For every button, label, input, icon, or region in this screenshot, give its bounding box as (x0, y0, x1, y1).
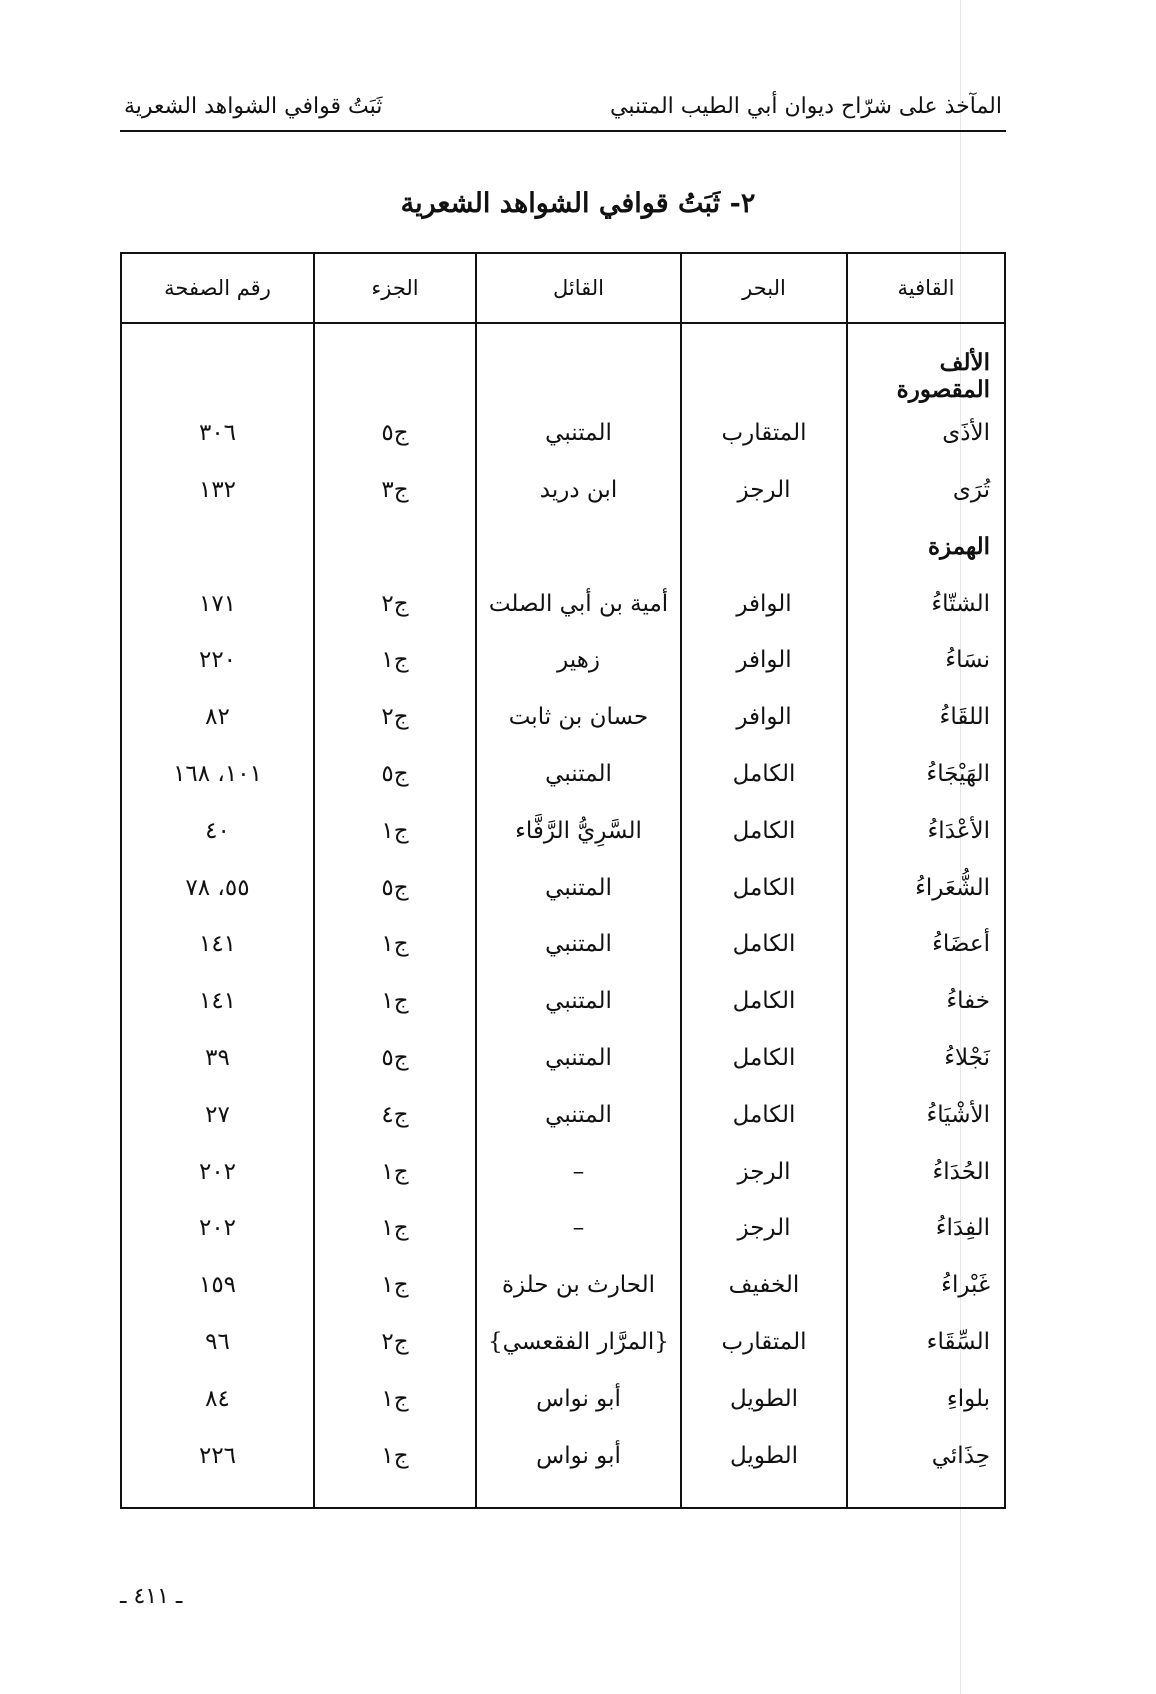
table-body (122, 323, 1004, 1507)
cell-qafia: حِذَائي (847, 1427, 1004, 1484)
cell-juz: ج٥ (314, 405, 476, 462)
cell-qael: – (476, 1200, 681, 1257)
section-heading-alif: الألف المقصورة (847, 348, 1004, 405)
cell-bahr: الرجز (681, 1200, 847, 1257)
cell-bahr: الكامل (681, 802, 847, 859)
section-row-alif (122, 348, 1004, 405)
filler-row (122, 1484, 1004, 1507)
table-row (122, 632, 1004, 689)
cell-bahr: الكامل (681, 1030, 847, 1087)
cell-juz: ج١ (314, 632, 476, 689)
header-bahr: البحر (681, 254, 847, 323)
cell-qafia: خفاءُ (847, 973, 1004, 1030)
cell-page: ٣٠٦ (198, 420, 237, 447)
cell-qafia: الأذَى (847, 405, 1004, 462)
cell-bahr: المتقارب (681, 405, 847, 462)
cell-page: ٤٠ (205, 817, 230, 844)
cell-juz: ج١ (314, 1370, 476, 1427)
cell-bahr: الخفيف (681, 1257, 847, 1314)
cell-juz: ج٢ (314, 1314, 476, 1371)
header-qael: القائل (476, 254, 681, 323)
cell-qafia: الأشْيَاءُ (847, 1086, 1004, 1143)
cell-qael: المتنبي (476, 746, 681, 803)
table-row (122, 916, 1004, 973)
cell-page: ١٤١ (198, 931, 237, 958)
cell-qael: المتنبي (476, 405, 681, 462)
cell-bahr: الكامل (681, 916, 847, 973)
cell-page: ١٣٢ (198, 476, 237, 503)
cell-qael: السَّرِيُّ الرَّفَّاء (476, 802, 681, 859)
cell-bahr: الرجز (681, 462, 847, 519)
cell-juz: ج٥ (314, 859, 476, 916)
cell-juz: ج١ (314, 1200, 476, 1257)
table-row (122, 1086, 1004, 1143)
cell-qafia: الشُّعَراءُ (847, 859, 1004, 916)
table-row (122, 575, 1004, 632)
cell-juz: ج١ (314, 973, 476, 1030)
cell-qael: أمية بن أبي الصلت (476, 575, 681, 632)
header-page: رقم الصفحة (122, 254, 314, 323)
cell-qael: – (476, 1143, 681, 1200)
table-row (122, 1427, 1004, 1484)
section-row-hamza (122, 518, 1004, 575)
cell-juz: ج١ (314, 1427, 476, 1484)
cell-qafia: أعضَاءُ (847, 916, 1004, 973)
cell-bahr: الرجز (681, 1143, 847, 1200)
cell-page: ٢٢٠ (198, 647, 237, 674)
cell-bahr: الكامل (681, 1086, 847, 1143)
cell-qafia: تُرَى (847, 462, 1004, 519)
cell-qael: حسان بن ثابت (476, 689, 681, 746)
cell-page: ٥٥، ٧٨ (185, 874, 250, 901)
table-row (122, 1314, 1004, 1371)
cell-qafia: السِّقَاء (847, 1314, 1004, 1371)
cell-qael: أبو نواس (476, 1370, 681, 1427)
cell-qael: المتنبي (476, 1086, 681, 1143)
cell-qael: المتنبي (476, 916, 681, 973)
header-qafia: القافية (847, 254, 1004, 323)
cell-qafia: بلواءِ (847, 1370, 1004, 1427)
table-row (122, 1200, 1004, 1257)
table-row (122, 746, 1004, 803)
table-row (122, 859, 1004, 916)
cell-juz: ج١ (314, 916, 476, 973)
cell-qael: المتنبي (476, 973, 681, 1030)
table-row (122, 1257, 1004, 1314)
table-row (122, 1143, 1004, 1200)
table-row (122, 462, 1004, 519)
cell-page: ٢٢٦ (198, 1442, 237, 1469)
cell-qael: أبو نواس (476, 1427, 681, 1484)
page-title: ٢- ثَبَتُ قوافي الشواهد الشعرية (400, 188, 756, 219)
page-number: ـ ٤١١ ـ (120, 1584, 183, 1609)
cell-bahr: الوافر (681, 632, 847, 689)
header-book-title: المآخذ على شرّاح ديوان أبي الطيب المتنبي (610, 94, 1002, 119)
cell-page: ٩٦ (205, 1328, 230, 1355)
cell-page: ١٤١ (198, 988, 237, 1015)
cell-page: ٢٧ (205, 1101, 230, 1128)
table-header-row (122, 254, 1004, 323)
cell-juz: ج٥ (314, 746, 476, 803)
cell-bahr: الكامل (681, 859, 847, 916)
rhymes-table (122, 254, 1004, 1507)
table-row (122, 405, 1004, 462)
table-row (122, 689, 1004, 746)
cell-bahr: الكامل (681, 973, 847, 1030)
running-header (120, 84, 1006, 132)
cell-qafia: الشتّاءُ (847, 575, 1004, 632)
cell-qael: زهير (476, 632, 681, 689)
cell-qafia: اللقَاءُ (847, 689, 1004, 746)
cell-page: ١٠١، ١٦٨ (173, 760, 262, 787)
cell-qafia: الهَيْجَاءُ (847, 746, 1004, 803)
cell-juz: ج٤ (314, 1086, 476, 1143)
cell-bahr: الوافر (681, 689, 847, 746)
cell-juz: ج١ (314, 1257, 476, 1314)
cell-qafia: غَبْراءُ (847, 1257, 1004, 1314)
cell-qael: {المرَّار الفقعسي} (476, 1314, 681, 1371)
cell-page: ٨٢ (205, 704, 230, 731)
section-heading-hamza: الهمزة (847, 518, 1004, 575)
table-row (122, 973, 1004, 1030)
cell-page: ٢٠٢ (198, 1215, 237, 1242)
cell-bahr: الوافر (681, 575, 847, 632)
table-row (122, 1030, 1004, 1087)
cell-juz: ج١ (314, 802, 476, 859)
table-row (122, 802, 1004, 859)
header-section-title: ثَبَتُ قوافي الشواهد الشعرية (124, 94, 383, 119)
cell-qafia: الأعْدَاءُ (847, 802, 1004, 859)
cell-bahr: الطويل (681, 1370, 847, 1427)
cell-juz: ج٢ (314, 689, 476, 746)
cell-juz: ج١ (314, 1143, 476, 1200)
cell-page: ٨٤ (205, 1385, 230, 1412)
cell-bahr: المتقارب (681, 1314, 847, 1371)
cell-page: ١٥٩ (198, 1272, 237, 1299)
cell-juz: ج٣ (314, 462, 476, 519)
cell-qael: ابن دريد (476, 462, 681, 519)
table-row (122, 1370, 1004, 1427)
cell-page: ١٧١ (198, 590, 237, 617)
cell-qael: الحارث بن حلزة (476, 1257, 681, 1314)
cell-qafia: نسَاءُ (847, 632, 1004, 689)
cell-juz: ج٢ (314, 575, 476, 632)
cell-bahr: الكامل (681, 746, 847, 803)
cell-page: ٣٩ (205, 1044, 230, 1071)
cell-bahr: الطويل (681, 1427, 847, 1484)
cell-juz: ج٥ (314, 1030, 476, 1087)
header-juz: الجزء (314, 254, 476, 323)
cell-page: ٢٠٢ (198, 1158, 237, 1185)
cell-qafia: الحُدَاءُ (847, 1143, 1004, 1200)
cell-qael: المتنبي (476, 859, 681, 916)
cell-qafia: الفِدَاءُ (847, 1200, 1004, 1257)
spacer-row (122, 323, 1004, 348)
cell-qafia: نَجْلاءُ (847, 1030, 1004, 1087)
rhymes-table-box (120, 252, 1006, 1509)
cell-qael: المتنبي (476, 1030, 681, 1087)
